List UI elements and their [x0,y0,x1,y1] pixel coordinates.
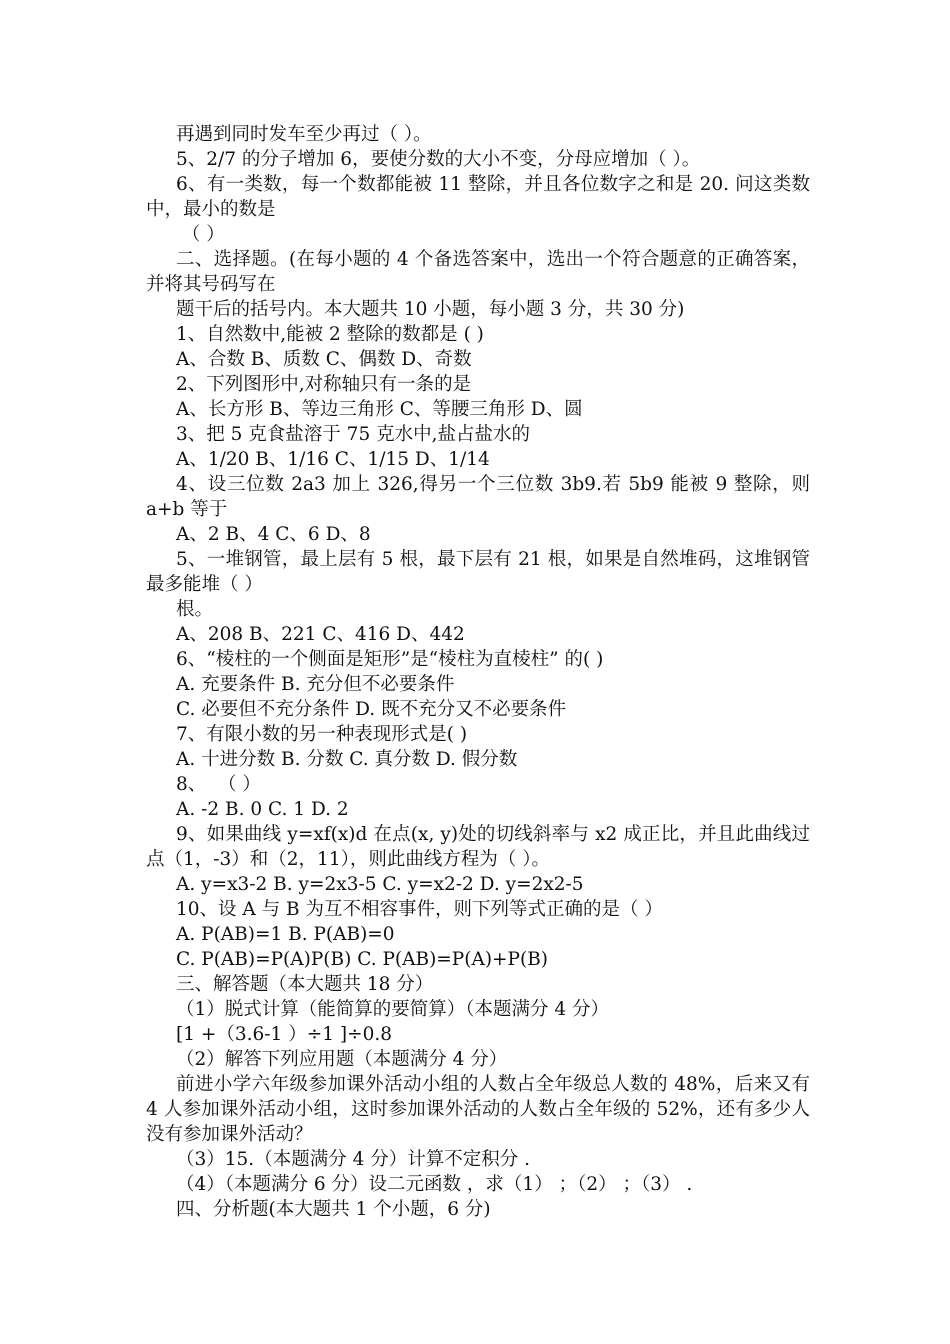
text-line: 再遇到同时发车至少再过（ ）。 [176,124,432,145]
text-line: A、合数 B、质数 C、偶数 D、奇数 [176,349,472,370]
text-line: 5、2/7 的分子增加 6，要使分数的大小不变，分母应增加（ ）。 [176,149,701,170]
text-line: （1）脱式计算（能简算的要简算）（本题满分 4 分） [176,999,610,1020]
text-line: A. y=x3-2 B. y=2x3-5 C. y=x2-2 D. y=2x2-5 [176,874,584,895]
text-line: C. 必要但不充分条件 D. 既不充分又不必要条件 [176,699,567,720]
text-line: 5、一堆钢管，最上层有 5 根，最下层有 21 根，如果是自然堆码，这堆钢管最多能堆（ ） [146,549,810,595]
text-line: A. 十进分数 B. 分数 C. 真分数 D. 假分数 [176,749,518,770]
text-line: 6、有一类数，每一个数都能被 11 整除，并且各位数字之和是 20. 问这类数中，最小的数是 [146,174,810,220]
text-line: A、1/20 B、1/16 C、1/15 D、1/14 [176,449,490,470]
text-line: 1、自然数中,能被 2 整除的数都是 ( ) [176,324,484,345]
text-line: 四、分析题(本大题共 1 个小题，6 分) [176,1199,491,1220]
text-line: 6、“棱柱的一个侧面是矩形”是“棱柱为直棱柱” 的( ) [176,649,604,670]
text-line: 10、设 A 与 B 为互不相容事件，则下列等式正确的是（ ） [176,899,663,920]
text-line: 3、把 5 克食盐溶于 75 克水中,盐占盐水的 [176,424,530,445]
text-line: A. 充要条件 B. 充分但不必要条件 [176,674,455,695]
text-line: 根。 [176,599,214,620]
text-line: 三、解答题（本大题共 18 分） [176,974,434,995]
text-line: 9、如果曲线 y=xf(x)d 在点(x, y)处的切线斜率与 x2 成正比，并且此曲线过点（1，-3）和（2，11），则此曲线方程为（ ）。 [146,824,810,870]
text-line: A、长方形 B、等边三角形 C、等腰三角形 D、圆 [176,399,583,420]
text-line: 前进小学六年级参加课外活动小组的人数占全年级总人数的 48%，后来又有 4 人参加课外活动小组，这时参加课外活动的人数占全年级的 52%，还有多少人没有参加课外活动？ [146,1074,816,1145]
text-line: 题干后的括号内。本大题共 10 小题，每小题 3 分，共 30 分) [176,299,685,320]
text-line: A. -2 B. 0 C. 1 D. 2 [176,799,349,820]
text-line: 二、选择题。(在每小题的 4 个备选答案中，选出一个符合题意的正确答案，并将其号码写在 [146,249,810,295]
text-line: （ ） [176,224,225,245]
text-line: A、208 B、221 C、416 D、442 [176,624,465,645]
text-line: 8、 （ ） [176,774,261,795]
text-line: 4、设三位数 2a3 加上 326,得另一个三位数 3b9.若 5b9 能被 9 整除，则 a+b 等于 [146,474,816,520]
text-line: （2）解答下列应用题（本题满分 4 分） [176,1049,508,1070]
text-line: [1 +（3.6-1 ）÷1 ]÷0.8 [176,1024,392,1045]
text-line: （3）15.（本题满分 4 分）计算不定积分 . [176,1149,530,1170]
text-line: A、2 B、4 C、6 D、8 [176,524,371,545]
text-line: C. P(AB)=P(A)P(B) C. P(AB)=P(A)+P(B) [176,949,549,970]
text-line: （4）（本题满分 6 分）设二元函数 ，求（1） ；（2） ；（3） . [176,1174,693,1195]
text-line: A. P(AB)=1 B. P(AB)=0 [176,924,395,945]
text-line: 2、下列图形中,对称轴只有一条的是 [176,374,472,395]
text-line: 7、有限小数的另一种表现形式是( ) [176,724,468,745]
document-page [146,122,816,1222]
